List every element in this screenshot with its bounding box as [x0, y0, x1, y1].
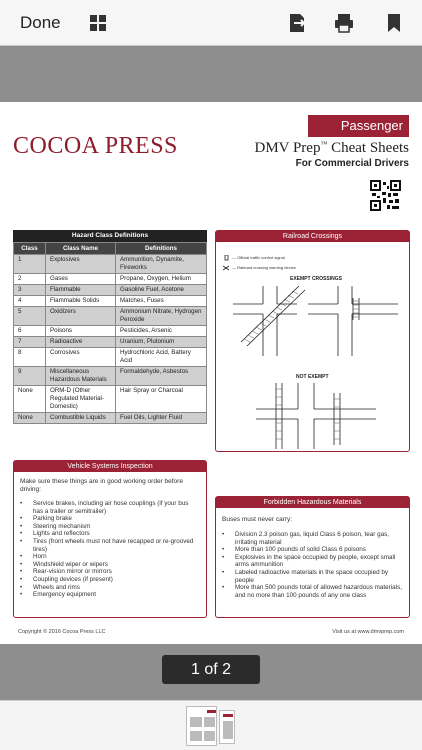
- table-row: 7 Radioactive Uranium, Plutonium: [14, 337, 207, 348]
- table-header-definitions: Definitions: [116, 243, 207, 255]
- forbidden-materials-list: [216, 529, 409, 599]
- document-subtitle-2: For Commercial Drivers: [295, 158, 409, 169]
- page-indicator: 1 of 2: [162, 655, 260, 684]
- passenger-banner: Passenger: [308, 115, 409, 137]
- legend-traffic-signal: — Official traffic control signal: [232, 255, 285, 260]
- table-header-class: Class: [14, 243, 46, 255]
- list-item: • Tires (front wheels must not have recapped or re-grooved tires): [20, 538, 200, 553]
- table-row: 2 Gases Propane, Oxygen, Helium: [14, 274, 207, 285]
- table-row: 1 Explosives Ammunition, Dynamite, Fireworks: [14, 255, 207, 274]
- table-row: 5 Oxidizers Ammonium Nitrate, Hydrogen Peroxide: [14, 307, 207, 326]
- list-item: • Coupling devices (if present): [20, 576, 200, 584]
- list-item: • Wheels and rims: [20, 584, 200, 592]
- list-item: • Lights and reflectors: [20, 530, 200, 538]
- vehicle-inspection-section: [13, 460, 207, 618]
- list-item: • Rear-vision mirror or mirrors: [20, 568, 200, 576]
- table-header-class-name: Class Name: [46, 243, 116, 255]
- export-icon[interactable]: [287, 12, 309, 34]
- forbidden-materials-intro: Buses must never carry:: [222, 516, 293, 523]
- done-button[interactable]: Done: [20, 13, 61, 32]
- bookmark-icon[interactable]: [383, 12, 405, 34]
- list-item: • Windshield wiper or wipers: [20, 561, 200, 569]
- table-row: 9 Miscellaneous Hazardous Materials Formaldehyde, Asbestos: [14, 367, 207, 386]
- list-item: • Explosives in the space occupied by people, except small arms ammunition: [222, 554, 403, 569]
- document-background-top: [0, 46, 422, 102]
- legend-warning-device: — Railroad crossing warning device: [232, 265, 296, 270]
- vehicle-inspection-intro: Make sure these things are in good working order before driving:: [20, 478, 183, 493]
- list-item: • Labeled radioactive materials in the space occupied by people: [222, 569, 403, 584]
- traffic-signal-icon: [223, 255, 231, 271]
- qr-code-icon: [370, 180, 401, 211]
- document-page[interactable]: [0, 102, 422, 644]
- website-text: Visit us at www.dmvprep.com: [332, 629, 404, 635]
- print-icon[interactable]: [333, 12, 355, 34]
- list-item: • Emergency equipment: [20, 591, 200, 599]
- hazard-table-title: Hazard Class Definitions: [13, 230, 207, 242]
- top-toolbar: [0, 0, 422, 46]
- page-thumbnail-2[interactable]: [219, 710, 235, 744]
- exempt-crossings-diagram: [233, 286, 398, 356]
- forbidden-materials-section: [215, 496, 410, 618]
- table-row: 4 Flammable Solids Matches, Fuses: [14, 296, 207, 307]
- forbidden-materials-title: Forbidden Hazardous Materials: [216, 497, 409, 508]
- list-item: • More than 500 pounds total of allowed hazardous materials, and no more than 100 pounds of any one class: [222, 584, 403, 599]
- table-row: None ORM-D (Other Regulated Material-Domestic) Hair Spray or Charcoal: [14, 386, 207, 413]
- table-row: 8 Corrosives Hydrochloric Acid, Battery Acid: [14, 348, 207, 367]
- hazard-class-table: [13, 242, 207, 424]
- grid-icon[interactable]: [90, 15, 106, 31]
- list-item: • More than 100 pounds of solid Class 6 poisons: [222, 546, 403, 554]
- exempt-crossings-label: EXEMPT CROSSINGS: [290, 276, 342, 282]
- not-exempt-label: NOT EXEMPT: [296, 374, 329, 380]
- cocoa-press-logo: COCOA PRESS: [13, 133, 178, 159]
- vehicle-inspection-list: [14, 498, 206, 599]
- list-item: • Parking brake: [20, 515, 200, 523]
- railroad-crossings-title: Railroad Crossings: [216, 231, 409, 242]
- vehicle-inspection-title: Vehicle Systems Inspection: [14, 461, 206, 472]
- copyright-text: Copyright © 2016 Cocoa Press LLC: [18, 629, 106, 635]
- list-item: • Division 2.3 poison gas, liquid Class 6 poison, tear gas, irritating material: [222, 531, 403, 546]
- table-row: 6 Poisons Pesticides, Arsenic: [14, 326, 207, 337]
- table-row: 3 Flammable Gasoline Fuel, Acetone: [14, 285, 207, 296]
- list-item: • Service brakes, including air hose couplings (if your bus has a trailer or semitrailer): [20, 500, 200, 515]
- not-exempt-crossing-diagram: [256, 383, 376, 449]
- table-row: None Combustible Liquids Fuel Oils, Lighter Fluid: [14, 413, 207, 424]
- page-thumbnail-1[interactable]: [186, 706, 217, 746]
- list-item: • Horn: [20, 553, 200, 561]
- railroad-crossings-section: [215, 230, 410, 452]
- list-item: • Steering mechanism: [20, 523, 200, 531]
- document-subtitle: DMV Prep™ Cheat Sheets: [254, 140, 409, 156]
